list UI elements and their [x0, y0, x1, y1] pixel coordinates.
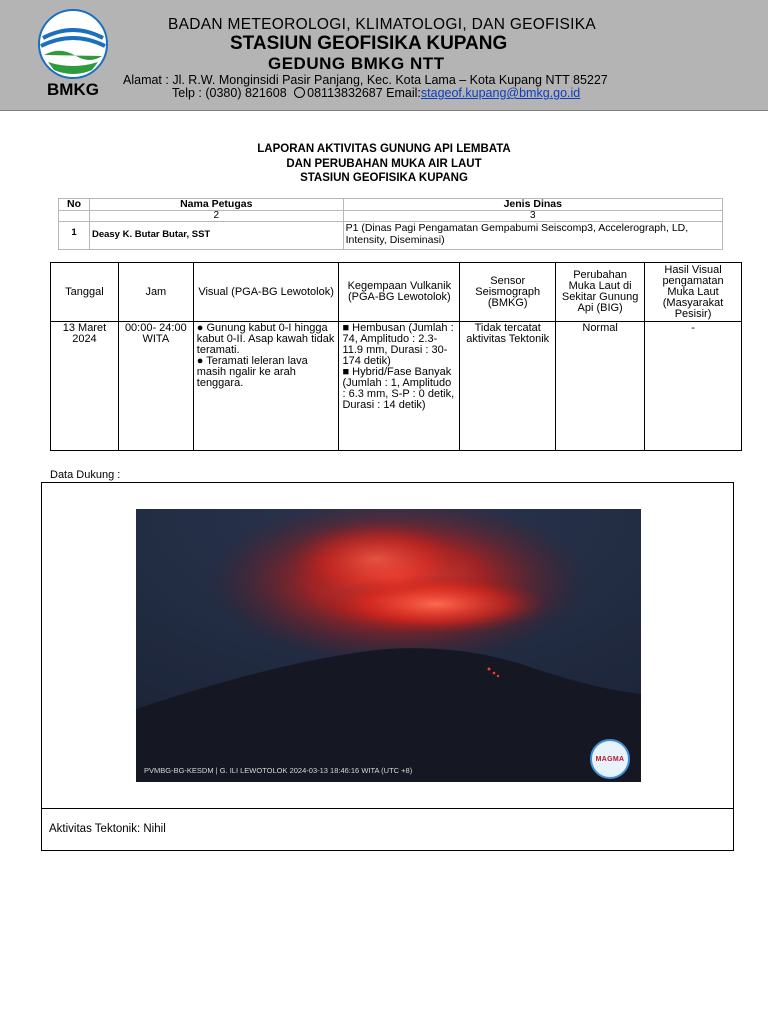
officer-no: 1: [59, 222, 90, 250]
volcano-photo: [136, 509, 641, 782]
cell-perubahan: Normal: [556, 322, 645, 451]
volcano-scene: [136, 509, 641, 782]
cell-kegempaan: [339, 322, 460, 451]
cell-sensor: Tidak tercatat aktivitas Tektonik: [460, 322, 556, 451]
officer-name: Deasy K. Butar Butar, SST: [89, 222, 343, 250]
box-divider: [42, 808, 733, 809]
magma-logo-text: MAGMA: [595, 755, 625, 763]
title-line-1: LAPORAN AKTIVITAS GUNUNG API LEMBATA: [257, 143, 511, 155]
title-line-3: STASIUN GEOFISIKA KUPANG: [300, 172, 468, 184]
cell-jam: 00:00- 24:00 WITA: [118, 322, 193, 451]
photo-caption: PVMBG-BG-KESDM | G. ILI LEWOTOLOK 2024-03-13 18:46:16 WITA (UTC +8): [144, 766, 413, 775]
phone: Telp : (0380) 821608: [172, 86, 287, 100]
colnum-1: [59, 211, 90, 222]
bmkg-logo: [30, 8, 116, 100]
whatsapp-icon: [294, 87, 305, 98]
cell-tanggal: 13 Maret 2024: [51, 322, 119, 451]
supporting-data-box: [41, 482, 734, 851]
header-perubahan: Perubahan Muka Laut di Sekitar Gunung Api (BIG): [556, 263, 645, 322]
magma-logo: [590, 739, 630, 779]
header-no: No: [59, 199, 90, 211]
station-name: STASIUN GEOFISIKA KUPANG: [230, 33, 508, 54]
contact-line: [172, 86, 580, 100]
tektonik-activity: Aktivitas Tektonik: Nihil: [49, 823, 166, 835]
colnum-3: 3: [343, 211, 722, 222]
letterhead: [0, 0, 768, 111]
header-visual: Visual (PGA-BG Lewotolok): [193, 263, 339, 322]
whatsapp-number: 08113832687 Email:: [307, 86, 421, 100]
email-link[interactable]: stageof.kupang@bmkg.go.id: [420, 86, 581, 100]
header-tanggal: Tanggal: [51, 263, 119, 322]
activity-table: [50, 262, 742, 451]
building-name: GEDUNG BMKG NTT: [268, 54, 445, 73]
header-kegempaan: Kegempaan Vulkanik (PGA-BG Lewotolok): [339, 263, 460, 322]
visual-item: ● Gunung kabut 0-I hingga kabut 0-II. Asap kawah tidak teramati.: [196, 322, 335, 356]
address: Alamat : Jl. R.W. Monginsidi Pasir Panjang, Kec. Kota Lama – Kota Kupang NTT 85227: [123, 73, 608, 87]
visual-item: ● Teramati leleran lava masih ngalir ke arah tenggara.: [196, 355, 308, 389]
table-row: [59, 222, 723, 250]
kegempaan-item: ■ Hybrid/Fase Banyak (Jumlah : 1, Amplitudo : 6.3 mm, S-P : 0 detik, Durasi : 14 detik): [342, 366, 455, 411]
officer-table: [58, 198, 723, 250]
kegempaan-item: ■ Hembusan (Jumlah : 74, Amplitudo : 2.3-11.9 mm, Durasi : 30-174 detik): [342, 322, 454, 367]
colnum-2: 2: [89, 211, 343, 222]
header-hasil: Hasil Visual pengamatan Muka Laut (Masyarakat Pesisir): [645, 263, 742, 322]
header-jam: Jam: [118, 263, 193, 322]
officer-duty: P1 (Dinas Pagi Pengamatan Gempabumi Seiscomp3, Accelerograph, LD, Intensity, Diseminasi): [343, 222, 722, 250]
header-nama: Nama Petugas: [89, 199, 343, 211]
agency-name: BADAN METEOROLOGI, KLIMATOLOGI, DAN GEOFISIKA: [168, 16, 597, 33]
header-sensor: Sensor Seismograph (BMKG): [460, 263, 556, 322]
table-row: [51, 322, 742, 451]
header-dinas: Jenis Dinas: [343, 199, 722, 211]
cell-hasil: -: [645, 322, 742, 451]
cell-visual: [193, 322, 339, 451]
logo-text: BMKG: [47, 80, 99, 99]
title-line-2: DAN PERUBAHAN MUKA AIR LAUT: [286, 157, 482, 170]
report-title: [0, 142, 768, 186]
data-dukung-label: Data Dukung :: [50, 469, 121, 481]
